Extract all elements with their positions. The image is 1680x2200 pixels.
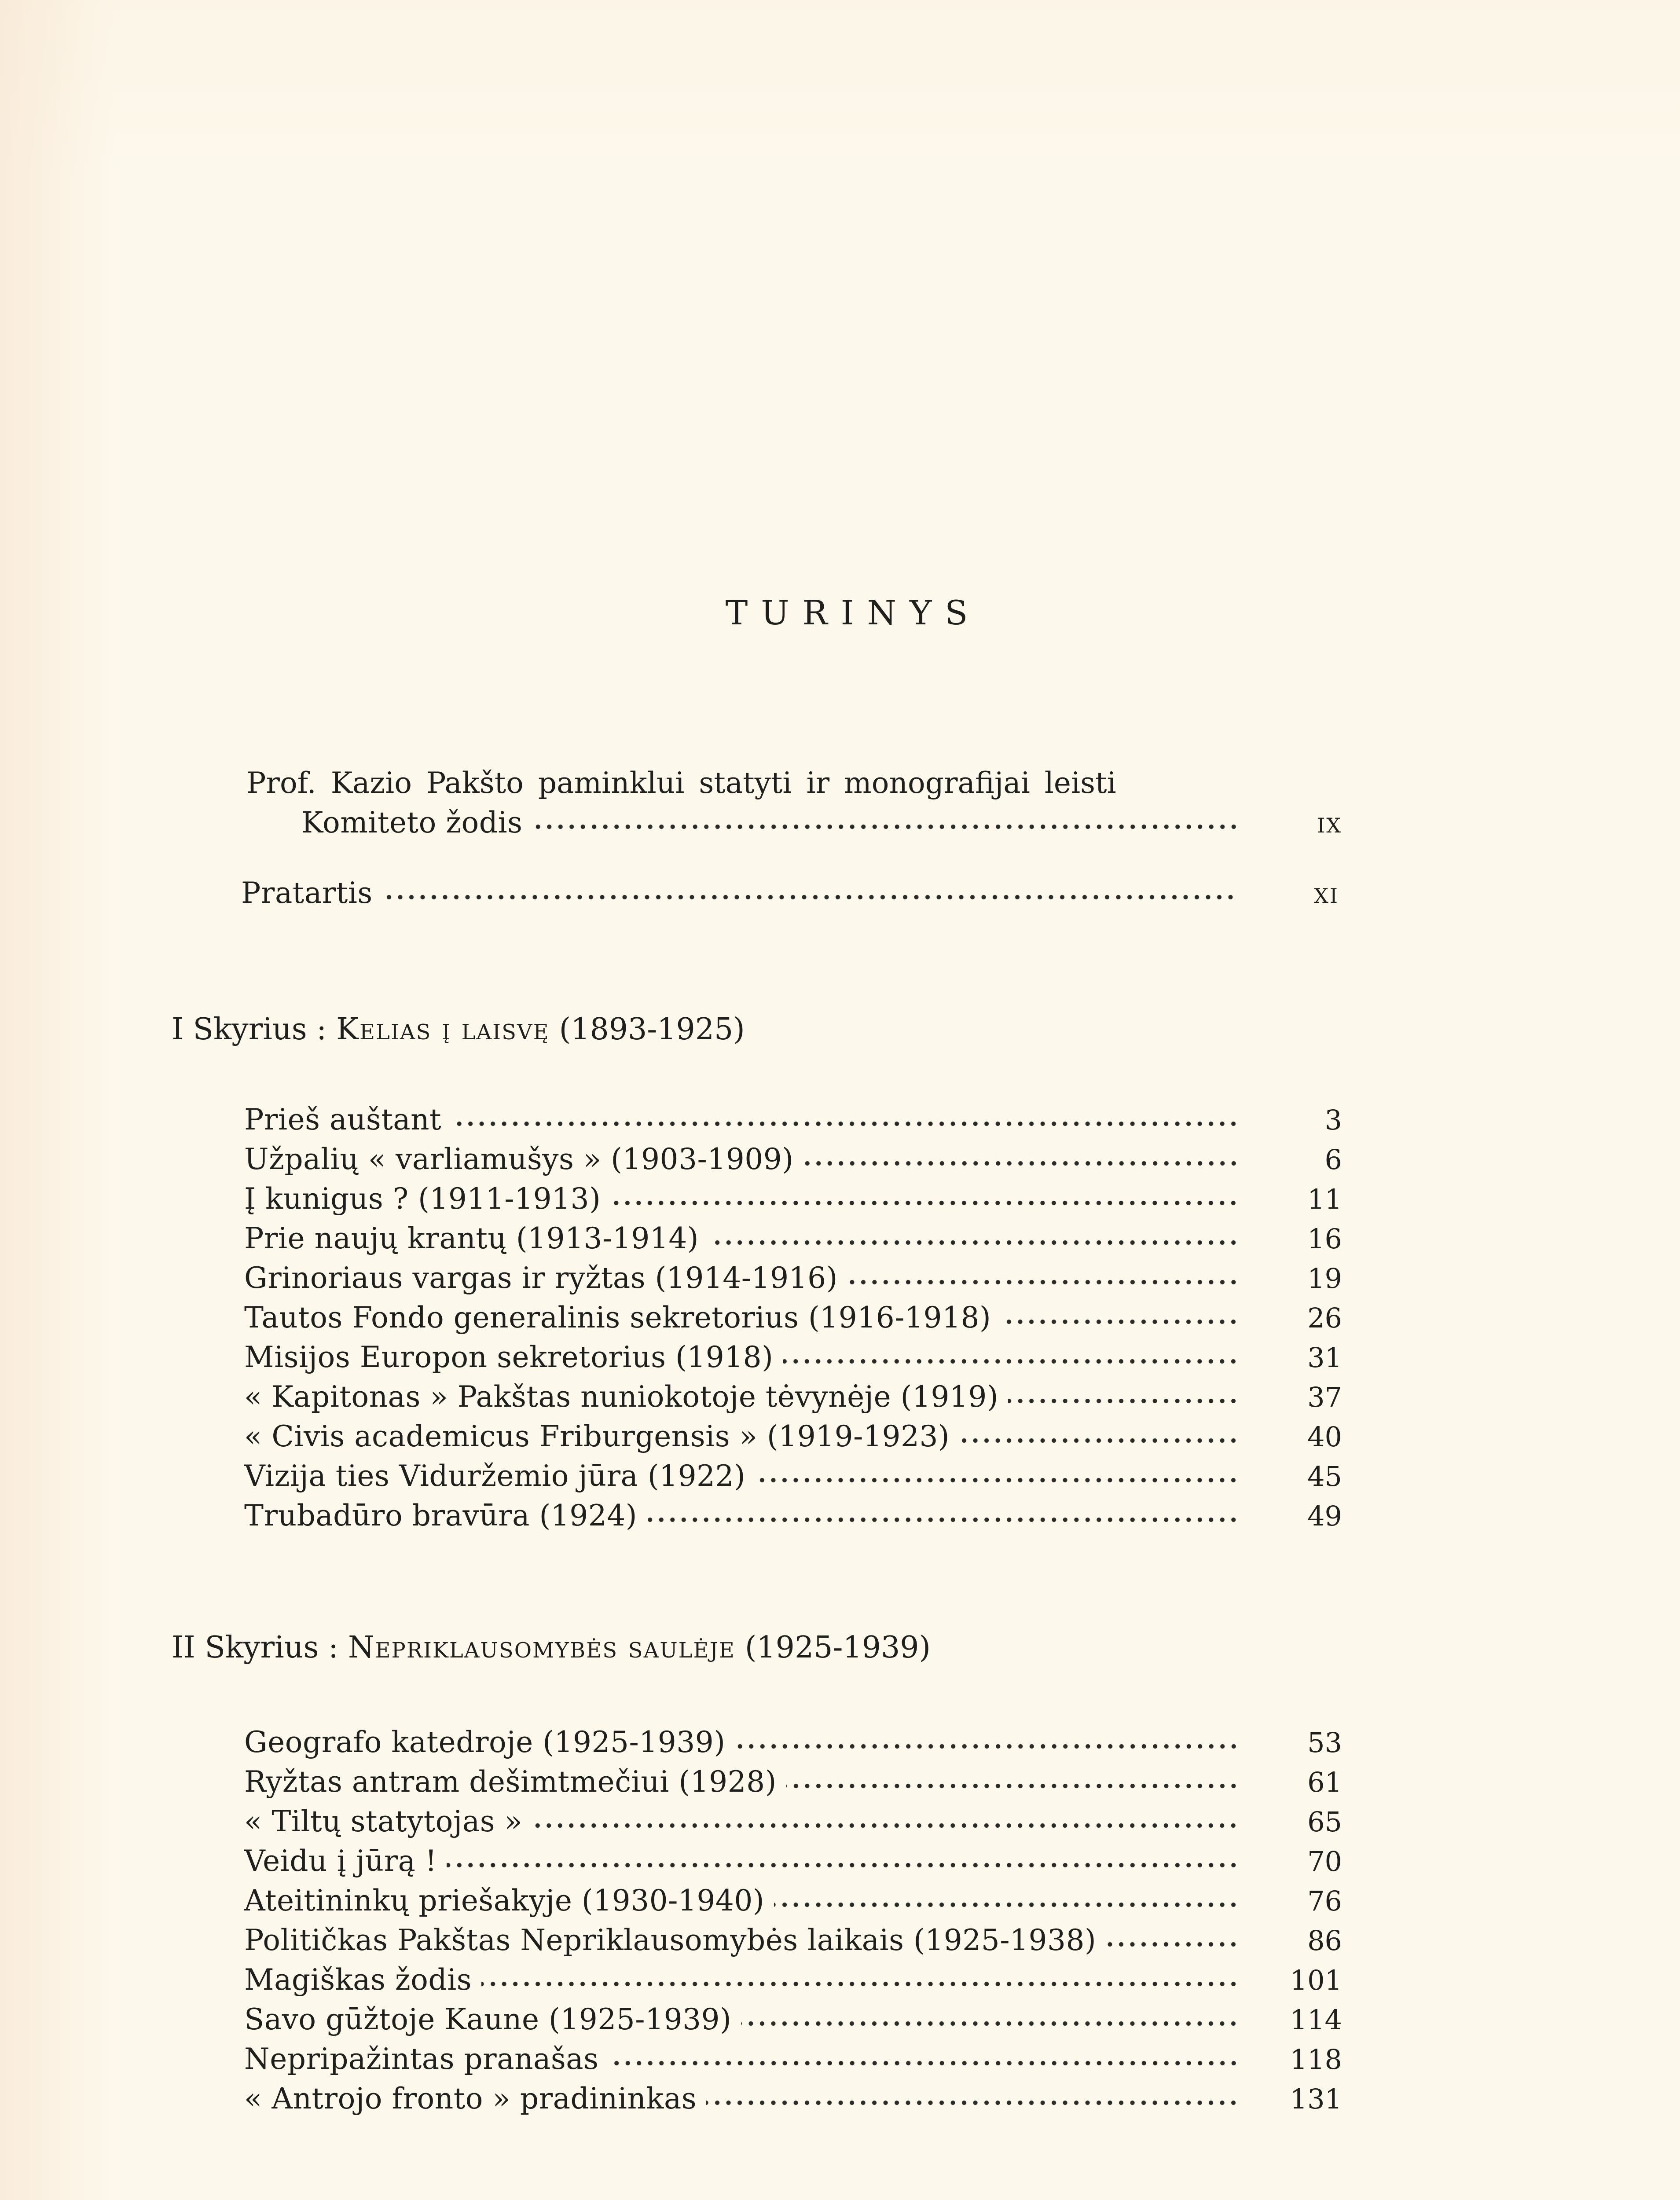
dot-leader xyxy=(741,2019,1239,2028)
dot-leader xyxy=(803,1159,1240,1168)
dot-leader xyxy=(1106,1940,1239,1949)
toc-page-number: 61 xyxy=(1307,1766,1342,1798)
dot-leader xyxy=(532,1821,1239,1830)
chapter-title: Nepriklausomybės saulėje xyxy=(348,1630,735,1665)
toc-entry[interactable] xyxy=(244,1140,1342,1179)
toc-entry-label: « Antrojo fronto » pradininkas xyxy=(244,2082,697,2116)
toc-entry-label: Vizija ties Viduržemio jūra (1922) xyxy=(244,1459,746,1493)
toc-entry[interactable] xyxy=(244,2000,1342,2039)
toc-entry-preface[interactable] xyxy=(241,873,1339,913)
toc-entry[interactable] xyxy=(244,2079,1342,2119)
dot-leader xyxy=(735,1742,1240,1751)
chapter-title: Kelias į laisvę xyxy=(336,1012,550,1047)
dot-leader xyxy=(708,1238,1239,1247)
toc-entry[interactable] xyxy=(244,1841,1342,1881)
dot-leader xyxy=(610,1199,1239,1207)
toc-entry[interactable] xyxy=(244,1496,1342,1536)
toc-page-number: 45 xyxy=(1307,1460,1342,1492)
toc-entry[interactable] xyxy=(244,1881,1342,1921)
toc-entry-label: Prieš auštant xyxy=(244,1103,442,1137)
dot-leader xyxy=(783,1357,1239,1366)
toc-page-number: 118 xyxy=(1290,2043,1342,2075)
dot-leader xyxy=(481,1980,1239,1988)
toc-entry[interactable] xyxy=(244,1456,1342,1496)
toc-page-number: 26 xyxy=(1307,1302,1342,1334)
toc-page-number: 65 xyxy=(1307,1806,1342,1838)
chapter-years: (1925-1939) xyxy=(745,1630,931,1665)
dot-leader xyxy=(451,1119,1239,1128)
toc-entry-label: Ryžtas antram dešimtmečiui (1928) xyxy=(244,1765,777,1799)
dot-leader xyxy=(786,1782,1239,1790)
toc-entry-label: Veidu į jūrą ! xyxy=(244,1844,437,1878)
toc-page-number: 11 xyxy=(1307,1183,1342,1215)
toc-entry-label: Trubadūro bravūra (1924) xyxy=(244,1499,637,1533)
toc-entry[interactable] xyxy=(244,1219,1342,1258)
toc-entry-label: Savo gūžtoje Kaune (1925-1939) xyxy=(244,2002,732,2036)
chapter-heading-2 xyxy=(172,1628,931,1668)
toc-page-number: 70 xyxy=(1307,1845,1342,1877)
toc-entry-label: Pratartis xyxy=(241,876,373,910)
toc-entry[interactable] xyxy=(244,1298,1342,1338)
dot-leader xyxy=(609,2059,1239,2068)
dot-leader xyxy=(382,893,1236,902)
dot-leader xyxy=(959,1436,1239,1445)
toc-page-number: XI xyxy=(1314,884,1339,908)
dot-leader xyxy=(532,822,1239,831)
toc-entry[interactable] xyxy=(244,1179,1342,1219)
toc-page-number: 76 xyxy=(1307,1885,1342,1917)
toc-page-number: 49 xyxy=(1307,1500,1342,1532)
toc-page-number: 37 xyxy=(1307,1381,1342,1413)
toc-entry-label: Užpalių « varliamušys » (1903-1909) xyxy=(244,1142,794,1176)
toc-entry-label: Ateitininkų priešakyje (1930-1940) xyxy=(244,1884,765,1918)
toc-page-number: 131 xyxy=(1290,2083,1342,2115)
dot-leader xyxy=(774,1900,1239,1909)
toc-entry-label: Į kunigus ? (1911-1913) xyxy=(244,1182,601,1216)
toc-entry-label: Misijos Europon sekretorius (1918) xyxy=(244,1340,774,1374)
toc-entry-committee[interactable] xyxy=(301,803,1342,843)
toc-entry-label: Komiteto žodis xyxy=(301,806,523,840)
chapter-years: (1893-1925) xyxy=(559,1012,745,1047)
dot-leader xyxy=(755,1476,1239,1485)
toc-entry[interactable] xyxy=(244,1100,1342,1140)
toc-page-number: 114 xyxy=(1290,2004,1342,2036)
toc-entry[interactable] xyxy=(244,2039,1342,2079)
chapter-heading-1 xyxy=(172,1010,745,1049)
dot-leader xyxy=(1001,1317,1239,1326)
toc-entry-label: Prie naujų krantų (1913-1914) xyxy=(244,1221,699,1255)
toc-entry-label: Tautos Fondo generalinis sekretorius (1916-1918) xyxy=(244,1301,991,1335)
toc-entry-label: Nepripažintas pranašas xyxy=(244,2042,599,2076)
toc-entry[interactable] xyxy=(244,1258,1342,1298)
toc-entry[interactable] xyxy=(244,1377,1342,1417)
toc-page-number: 40 xyxy=(1307,1421,1342,1453)
dot-leader xyxy=(1008,1397,1239,1405)
toc-entry[interactable] xyxy=(244,1960,1342,2000)
toc-page-number: 16 xyxy=(1307,1223,1342,1255)
dot-leader xyxy=(847,1278,1239,1287)
chapter-prefix: I Skyrius : xyxy=(172,1012,327,1047)
dot-leader xyxy=(447,1861,1239,1870)
toc-page-number: 6 xyxy=(1324,1144,1342,1176)
toc-entry-label: « Tiltų statytojas » xyxy=(244,1804,523,1838)
toc-entry-label: Magiškas žodis xyxy=(244,1963,472,1997)
toc-entry[interactable] xyxy=(244,1762,1342,1802)
toc-page-number: 101 xyxy=(1290,1964,1342,1996)
toc-page-number: 53 xyxy=(1307,1727,1342,1759)
dot-leader xyxy=(706,2098,1239,2107)
toc-entry[interactable] xyxy=(244,1338,1342,1377)
toc-page-number: IX xyxy=(1317,814,1342,837)
chapter-prefix: II Skyrius : xyxy=(172,1630,339,1665)
toc-entry-label: « Civis academicus Friburgensis » (1919-1923) xyxy=(244,1419,950,1453)
toc-page-number: 86 xyxy=(1307,1925,1342,1957)
toc-page-number: 3 xyxy=(1324,1104,1342,1136)
toc-entry-label: « Kapitonas » Pakštas nuniokotoje tėvynėje (1919) xyxy=(244,1380,999,1414)
toc-entry-committee-line1: Prof. Kazio Pakšto paminklui statyti ir monografijai leisti xyxy=(246,766,1116,800)
toc-entry[interactable] xyxy=(244,1921,1342,1960)
toc-entry-label: Grinoriaus vargas ir ryžtas (1914-1916) xyxy=(244,1261,838,1295)
toc-entry-label: Političkas Pakštas Nepriklausomybės laikais (1925-1938) xyxy=(244,1923,1097,1957)
toc-entry[interactable] xyxy=(244,1417,1342,1456)
toc-entry-label: Geografo katedroje (1925-1939) xyxy=(244,1725,726,1759)
toc-entry[interactable] xyxy=(244,1802,1342,1841)
dot-leader xyxy=(647,1515,1239,1524)
toc-page-number: 19 xyxy=(1307,1262,1342,1294)
toc-entry[interactable] xyxy=(244,1723,1342,1762)
page-title: TURINYS xyxy=(725,593,981,632)
toc-page-number: 31 xyxy=(1307,1342,1342,1374)
